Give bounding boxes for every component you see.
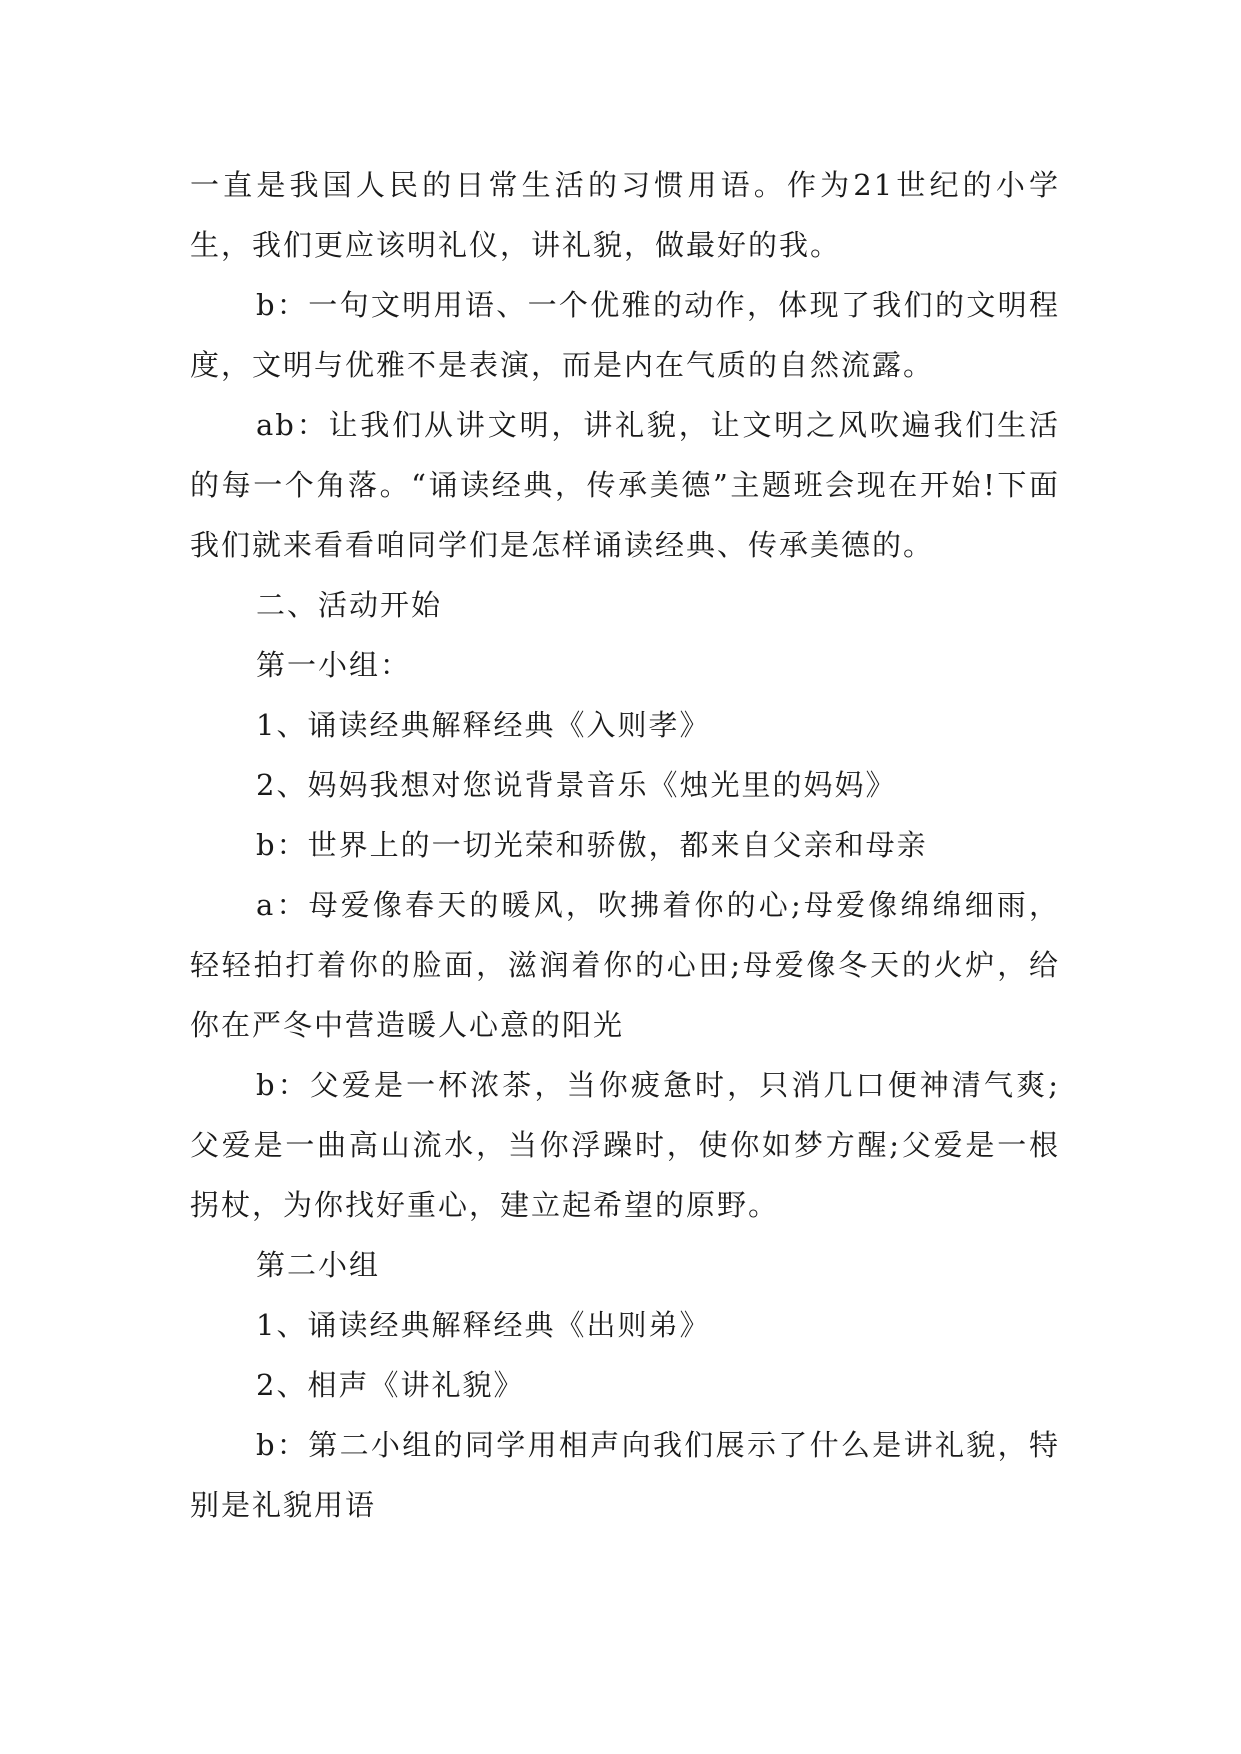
paragraph-b-civility: b：一句文明用语、一个优雅的动作，体现了我们的文明程度，文明与优雅不是表演，而是内在气质的自然流露。 (190, 288, 1060, 382)
group-one-heading: 第一小组： (256, 648, 412, 682)
paragraph-a-mother-love: a：母爱像春天的暖风，吹拂着你的心;母爱像绵绵细雨，轻轻拍打着你的脸面，滋润着你的心田;母爱像冬天的火炉，给你在严冬中营造暖人心意的阳光 (190, 888, 1060, 1042)
paragraph-ab-opening: ab：让我们从讲文明，讲礼貌，让文明之风吹遍我们生活的每一个角落。“诵读经典，传承美德”主题班会现在开始!下面我们就来看看咱同学们是怎样诵读经典、传承美德的。 (190, 408, 1060, 562)
group-two-item-2: 2、相声《讲礼貌》 (256, 1368, 525, 1402)
paragraph-continued-intro: 一直是我国人民的日常生活的习惯用语。作为21世纪的小学生，我们更应该明礼仪，讲礼貌，做最好的我。 (190, 168, 1060, 262)
document-body (190, 155, 1060, 1535)
group-one-item-2: 2、妈妈我想对您说背景音乐《烛光里的妈妈》 (256, 768, 897, 802)
paragraph-b-parents: b：世界上的一切光荣和骄傲，都来自父亲和母亲 (256, 828, 928, 862)
group-one-item-1: 1、诵读经典解释经典《入则孝》 (256, 708, 711, 742)
section-heading-activity-start: 二、活动开始 (256, 588, 443, 622)
group-two-heading: 第二小组 (256, 1248, 381, 1282)
group-two-item-1: 1、诵读经典解释经典《出则弟》 (256, 1308, 711, 1342)
paragraph-b-father-love: b：父爱是一杯浓茶，当你疲惫时，只消几口便神清气爽;父爱是一曲高山流水，当你浮躁时，使你如梦方醒;父爱是一根拐杖，为你找好重心，建立起希望的原野。 (190, 1068, 1060, 1222)
paragraph-b-crosstalk: b：第二小组的同学用相声向我们展示了什么是讲礼貌，特别是礼貌用语 (190, 1428, 1060, 1522)
